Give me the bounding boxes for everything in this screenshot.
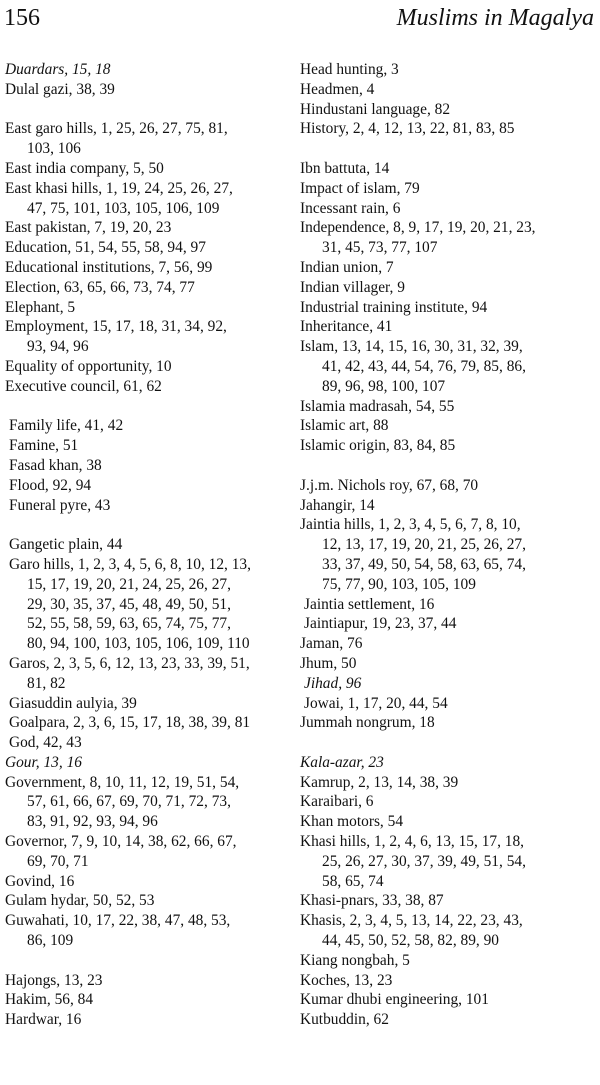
index-entry: Khasi hills, 1, 2, 4, 6, 13, 15, 17, 18, xyxy=(300,833,525,851)
index-entry: Kamrup, 2, 13, 14, 38, 39 xyxy=(300,773,459,791)
index-entry: History, 2, 4, 12, 13, 22, 81, 83, 85 xyxy=(300,120,515,138)
index-entry: Garos, 2, 3, 5, 6, 12, 13, 23, 33, 39, 51, xyxy=(9,654,250,672)
index-entry: Family life, 41, 42 xyxy=(9,417,124,435)
index-entry: Duardars, 15, 18 xyxy=(5,61,111,78)
index-entry: God, 42, 43 xyxy=(9,734,82,752)
index-entry-continuation: 12, 13, 17, 19, 20, 21, 25, 26, 27, xyxy=(322,536,526,554)
section-gap xyxy=(5,397,303,417)
section-gap xyxy=(300,456,600,476)
index-entry: Islam, 13, 14, 15, 16, 30, 31, 32, 39, xyxy=(300,338,523,356)
index-entry-continuation: 69, 70, 71 xyxy=(27,852,89,870)
index-entry: Gulam hydar, 50, 52, 53 xyxy=(5,892,155,910)
index-entry: Executive council, 61, 62 xyxy=(5,377,162,395)
index-entry: East india company, 5, 50 xyxy=(5,159,164,177)
index-entry: Guwahati, 10, 17, 22, 38, 47, 48, 53, xyxy=(5,912,231,930)
index-entry: Jahangir, 14 xyxy=(300,496,375,514)
index-entry: Incessant rain, 6 xyxy=(300,199,401,217)
index-entry-continuation: 83, 91, 92, 93, 94, 96 xyxy=(27,813,158,831)
index-entry: Jhum, 50 xyxy=(300,654,357,672)
index-entry: Industrial training institute, 94 xyxy=(300,298,488,316)
index-entry: Famine, 51 xyxy=(9,437,79,455)
section-gap xyxy=(5,951,303,971)
index-entry: J.j.m. Nichols roy, 67, 68, 70 xyxy=(300,476,479,494)
index-entry: Fasad khan, 38 xyxy=(9,456,102,474)
section-gap xyxy=(5,100,303,120)
index-entry: Gour, 13, 16 xyxy=(5,753,82,771)
index-entry: Khasis, 2, 3, 4, 5, 13, 14, 22, 23, 43, xyxy=(300,912,523,930)
index-entry: Inheritance, 41 xyxy=(300,318,393,336)
index-entry: Equality of opportunity, 10 xyxy=(5,357,172,375)
index-entry-continuation: 57, 61, 66, 67, 69, 70, 71, 72, 73, xyxy=(27,793,231,811)
index-entry: Goalpara, 2, 3, 6, 15, 17, 18, 38, 39, 81 xyxy=(9,714,251,732)
index-entry-continuation: 31, 45, 73, 77, 107 xyxy=(322,239,438,257)
index-entry: Flood, 92, 94 xyxy=(9,476,92,494)
index-entry: Jowai, 1, 17, 20, 44, 54 xyxy=(304,694,448,712)
index-entry: Gangetic plain, 44 xyxy=(9,536,123,554)
running-title: Muslims in Magalya xyxy=(396,5,594,31)
index-entry-continuation: 93, 94, 96 xyxy=(27,338,89,356)
section-gap xyxy=(300,139,600,159)
index-entry: Head hunting, 3 xyxy=(300,61,399,78)
index-entry: Impact of islam, 79 xyxy=(300,179,420,197)
index-entry: East pakistan, 7, 19, 20, 23 xyxy=(5,219,172,237)
index-entry-continuation: 15, 17, 19, 20, 21, 24, 25, 26, 27, xyxy=(27,575,231,593)
index-entry: Hajongs, 13, 23 xyxy=(5,971,103,989)
index-entry: Election, 63, 65, 66, 73, 74, 77 xyxy=(5,278,195,296)
index-entry: Islamic origin, 83, 84, 85 xyxy=(300,437,456,455)
index-entry-continuation: 33, 37, 49, 50, 54, 58, 63, 65, 74, xyxy=(322,555,526,573)
index-entry: Khan motors, 54 xyxy=(300,813,404,831)
index-entry-continuation: 52, 55, 58, 59, 63, 65, 74, 75, 77, xyxy=(27,615,231,633)
index-entry: Kumar dhubi engineering, 101 xyxy=(300,991,489,1009)
section-gap xyxy=(5,515,303,535)
section-gap xyxy=(300,733,600,753)
index-entry: Kiang nongbah, 5 xyxy=(300,951,410,969)
index-entry: Educational institutions, 7, 56, 99 xyxy=(5,258,213,276)
index-entry: Govind, 16 xyxy=(5,872,75,890)
index-entry: Governor, 7, 9, 10, 14, 38, 62, 66, 67, xyxy=(5,833,237,851)
index-entry: Elephant, 5 xyxy=(5,298,76,316)
index-entry: Khasi-pnars, 33, 38, 87 xyxy=(300,892,444,910)
index-entry: Government, 8, 10, 11, 12, 19, 51, 54, xyxy=(5,773,240,791)
index-entry-continuation: 41, 42, 43, 44, 54, 76, 79, 85, 86, xyxy=(322,357,526,375)
index-entry: Employment, 15, 17, 18, 31, 34, 92, xyxy=(5,318,227,336)
index-entry: Jaintia hills, 1, 2, 3, 4, 5, 6, 7, 8, 10, xyxy=(300,516,521,534)
index-entry-continuation: 47, 75, 101, 103, 105, 106, 109 xyxy=(27,199,220,217)
index-entry: Indian villager, 9 xyxy=(300,278,405,296)
index-entry: East garo hills, 1, 25, 26, 27, 75, 81, xyxy=(5,120,228,138)
index-entry: Dulal gazi, 38, 39 xyxy=(5,80,115,98)
index-entry: Giasuddin aulyia, 39 xyxy=(9,694,137,712)
index-entry: Ibn battuta, 14 xyxy=(300,159,390,177)
index-entry: Funeral pyre, 43 xyxy=(9,496,111,514)
index-entry-continuation: 103, 106 xyxy=(27,140,81,158)
index-entry: Garo hills, 1, 2, 3, 4, 5, 6, 8, 10, 12, 13, xyxy=(9,555,251,573)
index-entry-continuation: 89, 96, 98, 100, 107 xyxy=(322,377,446,395)
index-entry: Hardwar, 16 xyxy=(5,1011,82,1029)
index-entry-continuation: 81, 82 xyxy=(27,674,66,692)
index-entry: Koches, 13, 23 xyxy=(300,971,393,989)
index-column-right xyxy=(300,60,600,1030)
index-entry: Islamia madrasah, 54, 55 xyxy=(300,397,455,415)
index-entry-continuation: 86, 109 xyxy=(27,932,74,950)
index-entry-continuation: 25, 26, 27, 30, 37, 39, 49, 51, 54, xyxy=(322,852,526,870)
index-entry: East khasi hills, 1, 19, 24, 25, 26, 27, xyxy=(5,179,233,197)
index-entry-continuation: 75, 77, 90, 103, 105, 109 xyxy=(322,575,476,593)
index-entry: Hakim, 56, 84 xyxy=(5,991,94,1009)
index-entry: Jaman, 76 xyxy=(300,635,363,653)
index-entry: Education, 51, 54, 55, 58, 94, 97 xyxy=(5,239,206,257)
index-entry: Jaintiapur, 19, 23, 37, 44 xyxy=(304,615,457,633)
index-entry: Jaintia settlement, 16 xyxy=(304,595,435,613)
index-entry: Karaibari, 6 xyxy=(300,793,374,811)
page-number: 156 xyxy=(4,5,40,31)
index-entry: Kala-azar, 23 xyxy=(300,753,384,771)
index-entry: Islamic art, 88 xyxy=(300,417,389,435)
index-entry-continuation: 44, 45, 50, 52, 58, 82, 89, 90 xyxy=(322,932,499,950)
index-entry-continuation: 58, 65, 74 xyxy=(322,872,384,890)
index-entry: Kutbuddin, 62 xyxy=(300,1011,389,1029)
index-column-left xyxy=(5,60,303,1030)
index-entry: Indian union, 7 xyxy=(300,258,394,276)
index-entry: Hindustani language, 82 xyxy=(300,100,451,118)
index-entry: Jummah nongrum, 18 xyxy=(300,714,435,732)
index-entry: Independence, 8, 9, 17, 19, 20, 21, 23, xyxy=(300,219,536,237)
index-entry-continuation: 29, 30, 35, 37, 45, 48, 49, 50, 51, xyxy=(27,595,231,613)
page-header xyxy=(0,0,600,40)
index-entry: Jihad, 96 xyxy=(304,674,362,692)
index-entry: Headmen, 4 xyxy=(300,80,375,98)
index-entry-continuation: 80, 94, 100, 103, 105, 106, 109, 110 xyxy=(27,635,250,653)
